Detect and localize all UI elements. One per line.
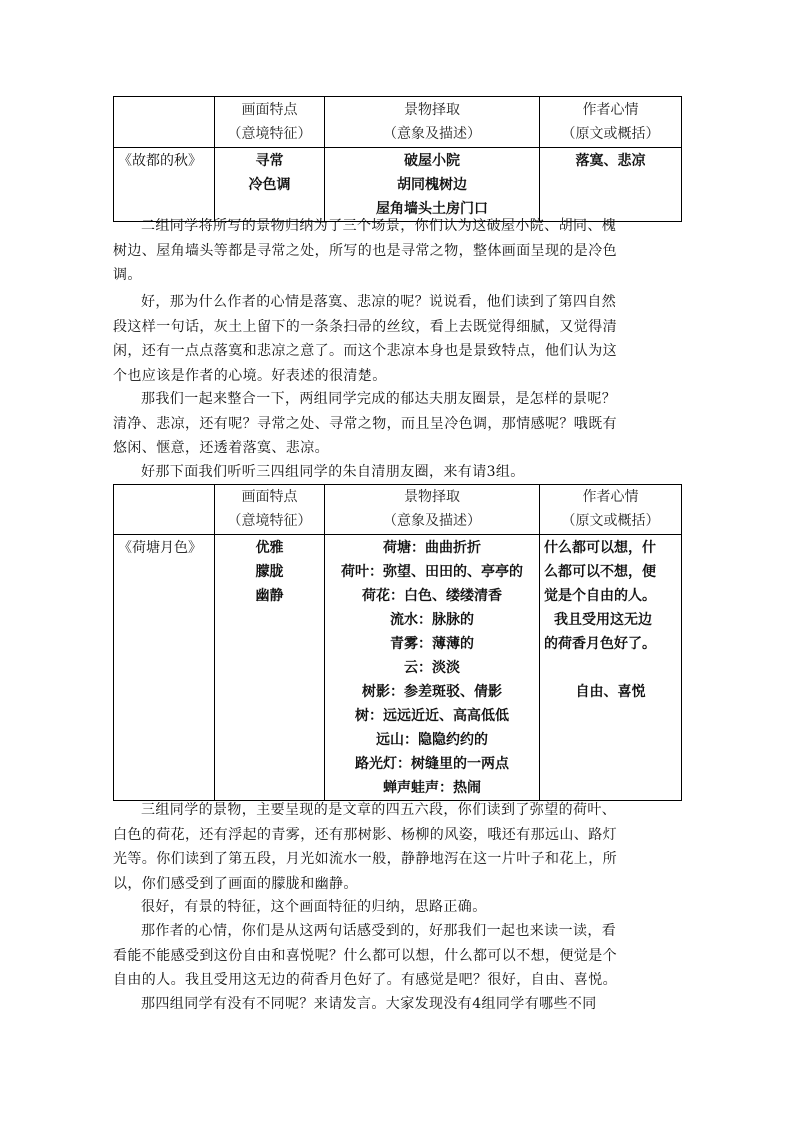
scene-item: 青雾：薄薄的 [390,636,474,652]
scene-item: 破屋小院 [404,153,460,169]
feature-item: 寻常 [255,153,284,169]
paragraph [113,798,681,896]
features-cell [215,148,325,222]
mood-cell [540,535,682,801]
header-mood-title: 作者心情 [582,489,639,505]
header-features-sub: （意境特征） [227,513,312,529]
text-line: 白色的荷花，还有浮起的青雾，还有那树影、杨柳的风姿，哦还有那远山、路灯 [113,826,617,843]
table-row [114,148,682,222]
header-features-sub: （意境特征） [227,126,312,142]
scene-item: 胡同槐树边 [397,177,467,193]
text-line: 那我们一起来整合一下，两组同学完成的郁达夫朋友圈景，是怎样的景呢？ [141,391,617,407]
header-mood-title: 作者心情 [582,102,639,118]
header-mood [540,485,682,535]
mood-quote-line: 么都可以不想，便 [544,564,656,580]
text-line: 闲，还有一点点落寞和悲凉之意了。而这个悲凉本身也是景致特点，他们认为这 [113,343,617,359]
mood-cell [540,148,682,222]
scene-item: 荷塘：曲曲折折 [383,540,481,556]
header-features [215,97,325,148]
text-line: 悠闲、惬意，还透着落寞、悲凉。 [113,440,329,456]
mood-quote-line: 的荷香月色好了。 [544,636,656,652]
mood-summary: 自由、喜悦 [575,684,646,700]
text-line: 自由的人。我且受用这无边的荷香月色好了。有感觉是吧？很好，自由、喜悦。 [113,972,617,988]
scene-item: 远山：隐隐约约的 [376,732,488,748]
text-line: 很好，有景的特征，这个画面特征的归纳，思路正确。 [141,899,487,915]
paragraph [113,387,681,461]
text-line: 段这样一句话，灰土上留下的一条条扫帚的丝纹，看上去既觉得细腻，又觉得清 [113,318,617,335]
header-empty-cell [114,97,215,148]
scene-item: 荷叶：弥望、田田的、亭亭的 [341,564,523,580]
scene-item: 屋角墙头土房门口 [376,201,488,217]
mood-quote-line: 我且受用这无边 [554,612,652,628]
header-scenes [325,485,540,535]
table-row [114,535,682,801]
text-line: 清净、悲凉，还有呢？寻常之处、寻常之物，而且呈冷色调，那情感呢？哦既有 [113,415,617,432]
header-features-title: 画面特点 [241,489,298,505]
table-hetang-yuese [113,484,682,801]
work-title [114,148,215,222]
scene-item: 蝉声蛙声：热闹 [383,780,481,796]
paragraph [113,290,681,388]
header-features [215,485,325,535]
text-line: 三组同学的景物，主要呈现的是文章的四五六段，你们读到了弥望的荷叶、 [141,802,617,818]
scene-item: 路光灯：树缝里的一两点 [355,756,509,772]
header-mood-sub: （原文或概括） [561,126,660,142]
scene-item: 云：淡淡 [404,660,460,676]
features-cell [215,535,325,801]
text-line: 树边、屋角墙头等都是寻常之处，所写的也是寻常之物，整体画面呈现的是冷色 [113,242,617,259]
text-line: 那作者的心情，你们是从这两句话感受到的，好那我们一起也来读一读，看 [141,923,617,939]
header-scenes-sub: （意象及描述） [383,126,481,142]
mood-quote-line: 觉是个自由的人。 [544,588,656,604]
text-line: 好，那为什么作者的心情是落寞、悲凉的呢？说说看，他们读到了第四自然 [141,294,617,310]
header-mood-sub: （原文或概括） [561,513,660,529]
table-header-row [114,485,682,535]
table-header-row [114,97,682,148]
table-gudu-de-qiu [113,96,682,222]
mood-text: 落寞、悲凉 [575,153,646,169]
paragraph [113,919,681,993]
paragraph [113,895,681,920]
feature-item: 优雅 [255,540,284,556]
header-mood [540,97,682,148]
header-scenes [325,97,540,148]
work-title-text: 《荷塘月色》 [118,540,202,556]
paragraph [113,992,681,1017]
work-title-text: 《故都的秋》 [118,153,202,169]
text-line: 那四组同学有没有不同呢？来请发言。大家发现没有4组同学有哪些不同 [141,996,597,1012]
scene-item: 流水：脉脉的 [390,612,474,628]
feature-item: 冷色调 [248,177,291,193]
scene-item: 荷花：白色、缕缕清香 [362,588,502,604]
header-features-title: 画面特点 [241,102,298,118]
header-scenes-title: 景物择取 [404,102,460,118]
text-line: 个也应该是作者的心境。好表述的很清楚。 [113,367,387,384]
header-scenes-title: 景物择取 [404,489,460,505]
scenes-cell [325,148,540,222]
scene-item: 树：远远近近、高高低低 [355,708,509,724]
text-line: 二组同学将所写的景物归纳为了三个场景，你们认为这破屋小院、胡同、槐 [141,218,617,234]
scene-item: 树影：参差斑驳、倩影 [362,684,502,700]
paragraph [113,460,681,485]
paragraph [113,214,681,288]
work-title [114,535,215,801]
feature-item: 朦胧 [255,564,284,580]
text-line: 看能不能感受到这份自由和喜悦呢？什么都可以想，什么都可以不想，便觉是个 [113,947,617,964]
feature-item: 幽静 [255,588,284,604]
scenes-cell [325,535,540,801]
mood-quote-line: 什么都可以想，什 [544,540,656,556]
text-line: 光等。你们读到了第五段，月光如流水一般，静静地泻在这一片叶子和花上，所 [113,851,617,867]
header-scenes-sub: （意象及描述） [383,513,481,529]
text-line: 以，你们感受到了画面的朦胧和幽静。 [113,875,358,892]
header-empty-cell [114,485,215,535]
text-line: 好那下面我们听听三四组同学的朱自清朋友圈，来有请3组。 [141,464,525,480]
text-line: 调。 [113,267,142,283]
